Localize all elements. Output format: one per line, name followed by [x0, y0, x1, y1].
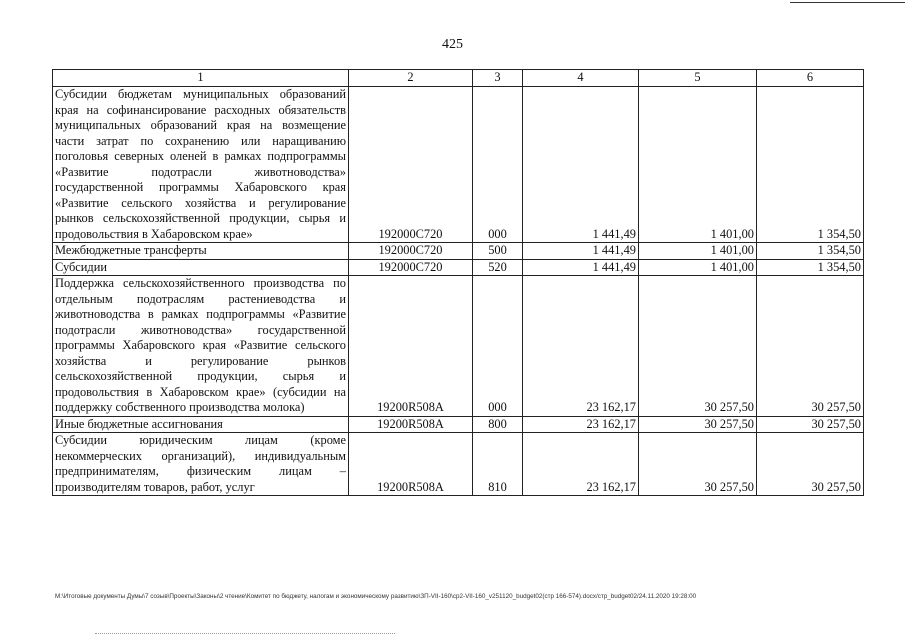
expense-type-code: 000	[473, 276, 523, 417]
table-row	[53, 433, 864, 496]
target-article-code: 192000С720	[349, 259, 473, 276]
table-row	[53, 243, 864, 260]
amount-col6: 30 257,50	[757, 276, 864, 417]
target-article-code: 192000С720	[349, 243, 473, 260]
expense-type-code: 800	[473, 416, 523, 433]
top-edge-rule	[790, 2, 905, 3]
column-header: 1	[53, 70, 349, 87]
amount-col6: 1 354,50	[757, 259, 864, 276]
table-row	[53, 87, 864, 243]
column-header: 3	[473, 70, 523, 87]
amount-col6: 30 257,50	[757, 433, 864, 496]
target-article-code: 192000С720	[349, 87, 473, 243]
amount-col4: 23 162,17	[523, 276, 639, 417]
amount-col6: 30 257,50	[757, 416, 864, 433]
target-article-code: 19200R508A	[349, 433, 473, 496]
amount-col4: 1 441,49	[523, 243, 639, 260]
amount-col4: 23 162,17	[523, 433, 639, 496]
amount-col5: 30 257,50	[639, 416, 757, 433]
table-header-row	[53, 70, 864, 87]
row-description: Межбюджетные трансферты	[53, 243, 349, 260]
budget-table	[52, 69, 864, 496]
footer-file-path: M:\Итоговые документы Думы\7 созыв\Проекты\Законы\2 чтение\Комитет по бюджету, налогам и экономическому развитию\ЗП-VII-160\ср2-VII-160_v251120_budget02(стр 166-574).docx/стр_budget02/24.11.2020 19:28:00	[55, 593, 697, 600]
page-number: 425	[442, 37, 463, 52]
column-header: 5	[639, 70, 757, 87]
expense-type-code: 000	[473, 87, 523, 243]
amount-col5: 1 401,00	[639, 243, 757, 260]
row-description: Субсидии	[53, 259, 349, 276]
target-article-code: 19200R508A	[349, 416, 473, 433]
amount-col6: 1 354,50	[757, 87, 864, 243]
amount-col5: 1 401,00	[639, 259, 757, 276]
target-article-code: 19200R508A	[349, 276, 473, 417]
row-description: Субсидии бюджетам муниципальных образований края на софинансирование расходных обязательств муниципальных образований края на возмещение части затрат по сохранению или наращиванию поголовья северных оленей в рамках подпрограммы «Развитие подотрасли животноводства» государственной программы Хабаровского края «Развитие сельского хозяйства и регулирование рынков сельскохозяйственной продукции, сырья и продовольствия в Хабаровском крае»	[53, 87, 349, 243]
expense-type-code: 810	[473, 433, 523, 496]
row-description: Субсидии юридическим лицам (кроме некоммерческих организаций), индивидуальным предпринимателям, физическим лицам – производителям товаров, работ, услуг	[53, 433, 349, 496]
expense-type-code: 500	[473, 243, 523, 260]
amount-col5: 1 401,00	[639, 87, 757, 243]
column-header: 6	[757, 70, 864, 87]
amount-col5: 30 257,50	[639, 433, 757, 496]
amount-col4: 23 162,17	[523, 416, 639, 433]
amount-col4: 1 441,49	[523, 87, 639, 243]
amount-col6: 1 354,50	[757, 243, 864, 260]
column-header: 2	[349, 70, 473, 87]
row-description: Поддержка сельскохозяйственного производства по отдельным подотраслям растениеводства и животноводства в рамках подпрограммы «Развитие подотрасли животноводства» государственной программы Хабаровского края «Развитие сельского хозяйства и регулирование рынков сельскохозяйственной продукции, сырья и продовольствия в Хабаровском крае» (субсидии на поддержку собственного производства молока)	[53, 276, 349, 417]
row-description: Иные бюджетные ассигнования	[53, 416, 349, 433]
amount-col5: 30 257,50	[639, 276, 757, 417]
table-row	[53, 416, 864, 433]
table-row	[53, 276, 864, 417]
column-header: 4	[523, 70, 639, 87]
table-row	[53, 259, 864, 276]
bottom-edge-rule	[95, 633, 395, 634]
expense-type-code: 520	[473, 259, 523, 276]
amount-col4: 1 441,49	[523, 259, 639, 276]
